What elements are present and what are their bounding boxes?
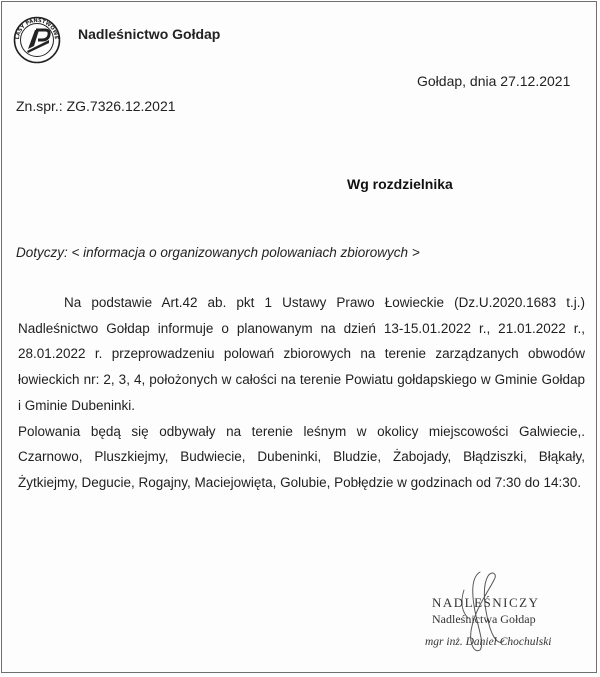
svg-text:LASY PAŃSTWOWE [15, 16, 59, 40]
signature-name: mgr inż. Daniel Chochulski [425, 636, 552, 648]
recipient: Wg rozdzielnika [347, 176, 453, 192]
reference-number: Zn.spr.: ZG.7326.12.2021 [16, 98, 176, 114]
signature-block [422, 568, 592, 668]
subject-line: Dotyczy: < informacja o organizowanych polowaniach zbiorowych > [16, 245, 420, 260]
signature-title: NADLEŚNICZY [432, 595, 540, 610]
org-name: Nadleśnictwo Gołdap [78, 26, 221, 42]
lasy-panstwowe-logo-icon [13, 16, 61, 64]
body-paragraph: Na podstawie Art.42 ab. pkt 1 Ustawy Prawo Łowieckie (Dz.U.2020.1683 t.j.) Nadleśnictwo Gołdap informuje o planowanym na dzień 13-15.01.2022 r., 21.01.2022 r., 28.01.2022 r. przeprowadzeniu polowań zbiorowych na terenie zarządzanych obwodów łowieckich nr: 2, 3, 4, położonych w całości na terenie Powiatu gołdapskiego w Gminie Gołdap i Gminie Dubeninki. [18, 295, 585, 413]
place-date: Gołdap, dnia 27.12.2021 [417, 73, 571, 89]
letter-body [18, 290, 585, 496]
body-paragraph: Polowania będą się odbywały na terenie leśnym w okolicy miejscowości Galwiecie,. Czarnowo, Pluszkiejmy, Budwiecie, Dubeninki, Bludzie, Żabojady, Błądziszki, Błąkały, Żytkiejmy, Degucie, Rogajny, Maciejowięta, Golubie, Pobłędzie w godzinach od 7:30 do 14:30. [18, 423, 585, 490]
logo-text: LASY PAŃSTWOWE [14, 17, 60, 40]
signature-org: Nadleśnictwa Gołdap [432, 612, 536, 626]
letter-page [1, 1, 597, 673]
